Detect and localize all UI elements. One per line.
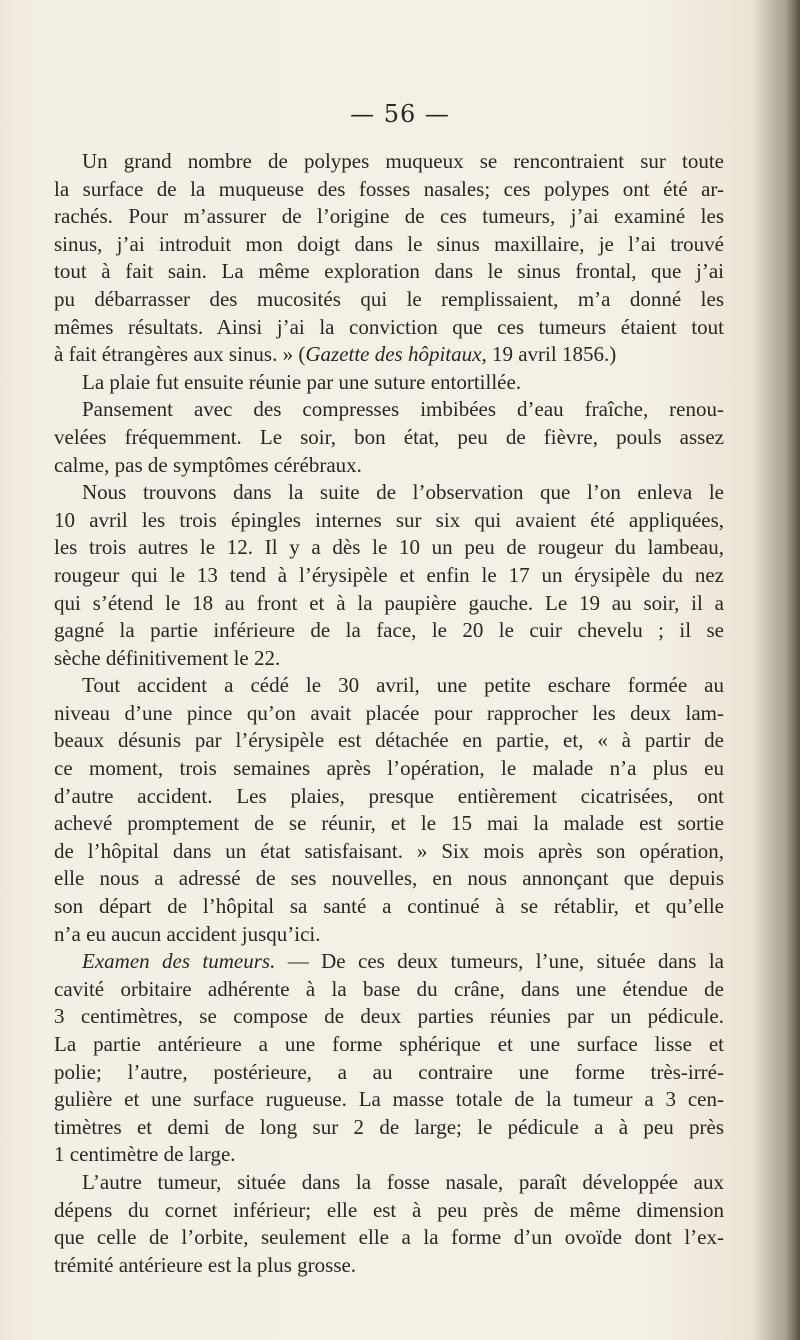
text-run: — De ces deux tumeurs, l’une, située dans la	[275, 949, 724, 974]
text-line: achevé promptement de se réunir, et le 15 mai la malade est sortie	[54, 811, 724, 836]
text-line: 1 centimètre de large.	[54, 1142, 236, 1167]
text-line: Tout accident a cédé le 30 avril, une petite eschare formée au	[82, 673, 724, 698]
text-line	[54, 948, 724, 976]
text-line: sèche définitivement le 22.	[54, 645, 281, 670]
text-line: velées fréquemment. Le soir, bon état, peu de fièvre, pouls assez	[54, 424, 724, 449]
text-run: à fait étrangères aux sinus. » (	[54, 342, 306, 367]
text-line: que celle de l’orbite, seulement elle a la forme d’un ovoïde dont l’ex-	[54, 1225, 724, 1250]
body-text	[54, 148, 724, 1279]
text-line: mêmes résultats. Ainsi j’ai la conviction que ces tumeurs étaient tout	[54, 314, 724, 339]
text-line: gulière et une surface rugueuse. La masse totale de la tumeur a 3 cen-	[54, 1087, 724, 1112]
text-line: Un grand nombre de polypes muqueux se rencontraient sur toute	[82, 149, 724, 173]
text-line: les trois autres le 12. Il y a dès le 10 un peu de rougeur du lambeau,	[54, 535, 724, 560]
text-line: Nous trouvons dans la suite de l’observation que l’on enleva le	[82, 480, 724, 505]
text-line: La plaie fut ensuite réunie par une suture entortillée.	[82, 369, 522, 394]
text-line: la surface de la muqueuse des fosses nasales; ces polypes ont été ar-	[54, 176, 724, 201]
text-line: beaux désunis par l’érysipèle est détachée en partie, et, « à partir de	[54, 728, 724, 753]
text-line: L’autre tumeur, située dans la fosse nasale, paraît développée aux	[82, 1169, 724, 1194]
text-line: 10 avril les trois épingles internes sur six qui avaient été appliquées,	[54, 507, 724, 532]
text-line: timètres et demi de long sur 2 de large; le pédicule a à peu près	[54, 1114, 724, 1139]
text-run: 19 avril 1856.)	[486, 342, 617, 367]
text-line: de l’hôpital dans un état satisfaisant. » Six mois après son opération,	[54, 838, 724, 863]
italic-text-run: Examen des tumeurs.	[82, 949, 276, 974]
text-line: rachés. Pour m’assurer de l’origine de ces tumeurs, j’ai examiné les	[54, 204, 724, 229]
text-line: n’a eu aucun accident jusqu’ici.	[54, 921, 321, 946]
text-line: d’autre accident. Les plaies, presque entièrement cicatrisées, ont	[54, 783, 724, 808]
text-line: niveau d’une pince qu’on avait placée pour rapprocher les deux lam-	[54, 700, 724, 725]
text-line: dépens du cornet inférieur; elle est à peu près de même dimension	[54, 1197, 724, 1222]
text-line: ce moment, trois semaines après l’opération, le malade n’a plus eu	[54, 756, 724, 781]
text-line	[54, 341, 724, 369]
page-number: — 56 —	[350, 100, 450, 128]
text-line: La partie antérieure a une forme sphérique et une surface lisse et	[54, 1032, 724, 1056]
text-line: trémité antérieure est la plus grosse.	[54, 1252, 357, 1277]
text-line: cavité orbitaire adhérente à la base du crâne, dans une étendue de	[54, 976, 724, 1001]
text-line: son départ de l’hôpital sa santé a continué à se rétablir, et qu’elle	[54, 894, 724, 919]
text-line: tout à fait sain. La même exploration dans le sinus frontal, que j’ai	[54, 259, 724, 284]
text-line: gagné la partie inférieure de la face, le 20 le cuir chevelu ; il se	[54, 618, 724, 643]
text-line: sinus, j’ai introduit mon doigt dans le sinus maxillaire, je l’ai trouvé	[54, 231, 724, 256]
text-line: elle nous a adressé de ses nouvelles, en nous annonçant que depuis	[54, 866, 724, 891]
text-line: Pansement avec des compresses imbibées d’eau fraîche, renou-	[82, 397, 724, 422]
text-line: pu débarrasser des mucosités qui le remplissaient, m’a donné les	[54, 286, 724, 311]
page-edge-shadow	[786, 0, 800, 1340]
text-line: qui s’étend le 18 au front et à la paupière gauche. Le 19 au soir, il a	[54, 590, 724, 615]
text-line: 3 centimètres, se compose de deux parties réunies par un pédicule.	[54, 1004, 724, 1029]
text-line: calme, pas de symptômes cérébraux.	[54, 452, 362, 477]
italic-text-run: Gazette des hôpitaux,	[305, 342, 487, 367]
text-line: rougeur qui le 13 tend à l’érysipèle et enfin le 17 un érysipèle du nez	[54, 562, 724, 587]
text-line: polie; l’autre, postérieure, a au contraire une forme très-irré-	[54, 1059, 724, 1084]
